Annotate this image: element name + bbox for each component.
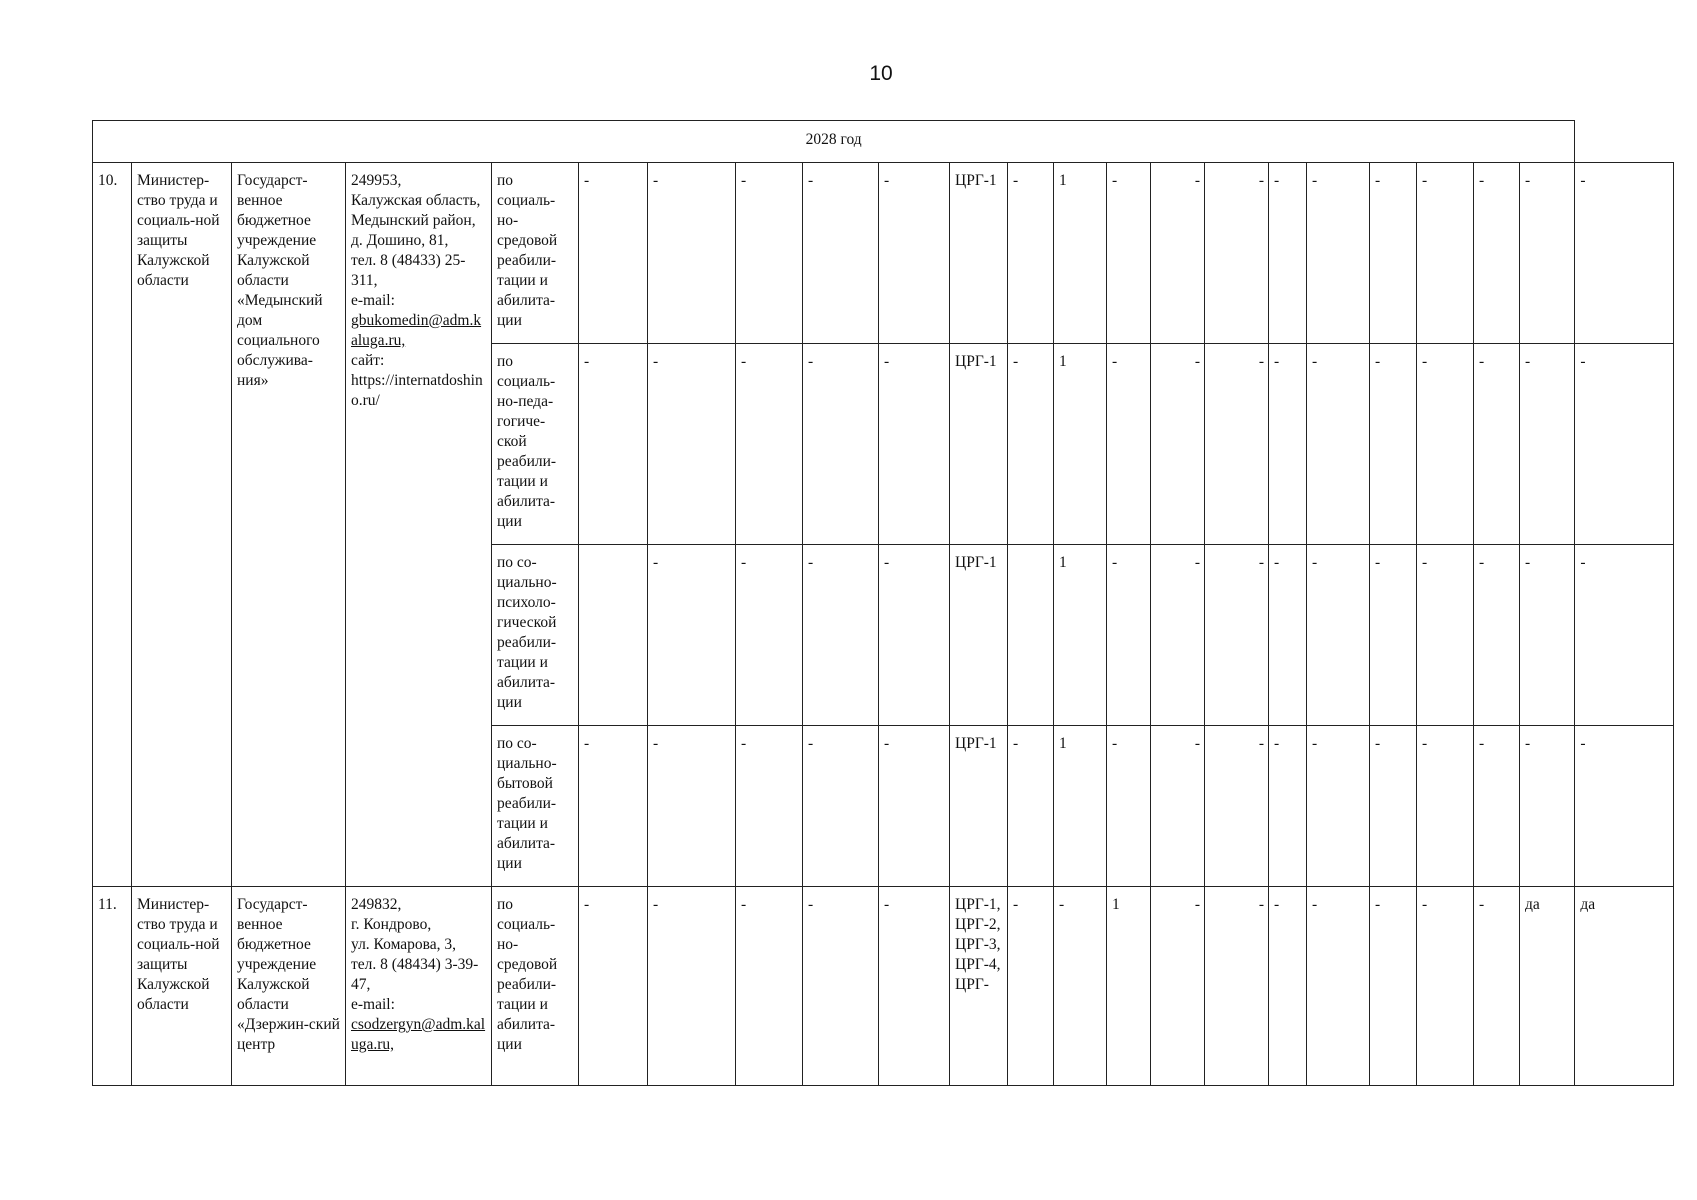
value-cell: - bbox=[803, 344, 879, 545]
address-line: 249953, bbox=[351, 172, 402, 189]
value-cell: - bbox=[1417, 726, 1474, 887]
value-cell: - bbox=[1575, 726, 1674, 887]
value-cell: - bbox=[803, 726, 879, 887]
value-cell: - bbox=[1269, 726, 1307, 887]
value-cell: - bbox=[1474, 887, 1520, 1086]
value-cell: - bbox=[1307, 726, 1370, 887]
value-cell: - bbox=[1474, 726, 1520, 887]
address-line: г. Кондрово, bbox=[351, 916, 432, 933]
address-line: д. Дошино, 81, bbox=[351, 232, 449, 249]
value-cell: - bbox=[648, 344, 736, 545]
value-cell: - bbox=[879, 344, 950, 545]
value-cell: - bbox=[1107, 344, 1151, 545]
value-cell: ЦРГ-1 bbox=[950, 726, 1008, 887]
value-cell: - bbox=[1151, 887, 1205, 1086]
institution-cell: Государст-венное бюджетное учреждение Калужской области «Медынский дом социального обслужива-ния» bbox=[232, 163, 346, 887]
value-cell: ЦРГ-1 bbox=[950, 344, 1008, 545]
value-cell: - bbox=[1307, 344, 1370, 545]
value-cell: - bbox=[1370, 545, 1417, 726]
value-cell: - bbox=[736, 887, 803, 1086]
value-cell: - bbox=[1474, 163, 1520, 344]
value-cell: - bbox=[1008, 344, 1054, 545]
value-cell: - bbox=[1151, 163, 1205, 344]
value-cell: - bbox=[1370, 726, 1417, 887]
value-cell: - bbox=[879, 726, 950, 887]
ministry-cell: Министер-ство труда и социаль-ной защиты Калужской области bbox=[132, 163, 232, 887]
value-cell: - bbox=[1520, 726, 1575, 887]
value-cell: - bbox=[1307, 545, 1370, 726]
value-cell: - bbox=[1269, 545, 1307, 726]
value-cell: 1 bbox=[1054, 726, 1107, 887]
value-cell: - bbox=[1205, 887, 1269, 1086]
site-url[interactable]: https://internatdoshino.ru/ bbox=[351, 372, 483, 409]
page-number: 10 bbox=[869, 62, 893, 85]
value-cell: - bbox=[648, 726, 736, 887]
entry-number: 10. bbox=[93, 163, 132, 887]
rehab-type-cell: по социаль-но-средовой реабили-тации и абилита-ции bbox=[492, 887, 579, 1086]
value-cell: - bbox=[1417, 344, 1474, 545]
address-line: Медынский район, bbox=[351, 212, 476, 229]
rehab-type-cell: по социаль-но-средовой реабили-тации и абилита-ции bbox=[492, 163, 579, 344]
value-cell: - bbox=[1205, 726, 1269, 887]
address-line: e-mail: bbox=[351, 292, 395, 309]
site-label: сайт: bbox=[351, 352, 385, 369]
value-cell: ЦРГ-1, ЦРГ-2, ЦРГ-3, ЦРГ-4, ЦРГ- bbox=[950, 887, 1008, 1086]
value-cell: - bbox=[879, 545, 950, 726]
value-cell: - bbox=[1205, 344, 1269, 545]
value-cell: - bbox=[803, 163, 879, 344]
value-cell: - bbox=[1205, 545, 1269, 726]
address-line: ул. Комарова, 3, bbox=[351, 936, 457, 953]
value-cell: - bbox=[579, 163, 648, 344]
value-cell: - bbox=[1008, 887, 1054, 1086]
value-cell: - bbox=[1520, 163, 1575, 344]
value-cell: 1 bbox=[1054, 545, 1107, 726]
value-cell: 1 bbox=[1054, 344, 1107, 545]
value-cell: 1 bbox=[1107, 887, 1151, 1086]
table-row bbox=[93, 163, 1674, 344]
address-line: тел. 8 (48434) 3-39-47, bbox=[351, 956, 479, 993]
value-cell: - bbox=[1417, 887, 1474, 1086]
address-line: 249832, bbox=[351, 896, 402, 913]
value-cell: - bbox=[803, 545, 879, 726]
value-cell: - bbox=[1370, 163, 1417, 344]
value-cell: - bbox=[879, 887, 950, 1086]
value-cell: - bbox=[1417, 163, 1474, 344]
value-cell: да bbox=[1575, 887, 1674, 1086]
rehab-type-cell: по социаль-но-педа-гогиче-ской реабили-тации и абилита-ции bbox=[492, 344, 579, 545]
address-cell bbox=[346, 887, 492, 1086]
value-cell: - bbox=[1575, 545, 1674, 726]
value-cell: - bbox=[1008, 726, 1054, 887]
value-cell: - bbox=[736, 344, 803, 545]
institution-cell: Государст-венное бюджетное учреждение Калужской области «Дзержин-ский центр bbox=[232, 887, 346, 1086]
value-cell: - bbox=[1575, 163, 1674, 344]
value-cell: - bbox=[1107, 163, 1151, 344]
rehab-type-cell: по со-циально-психоло-гической реабили-тации и абилита-ции bbox=[492, 545, 579, 726]
value-cell: - bbox=[648, 545, 736, 726]
year-header: 2028 год bbox=[93, 121, 1575, 163]
value-cell: - bbox=[1520, 344, 1575, 545]
value-cell: - bbox=[648, 887, 736, 1086]
value-cell: - bbox=[1307, 163, 1370, 344]
value-cell: 1 bbox=[1054, 163, 1107, 344]
email-link[interactable]: gbukomedin@adm.kaluga.ru, bbox=[351, 312, 482, 349]
value-cell: - bbox=[579, 726, 648, 887]
value-cell: - bbox=[648, 163, 736, 344]
value-cell: - bbox=[1107, 726, 1151, 887]
value-cell: ЦРГ-1 bbox=[950, 545, 1008, 726]
table-row bbox=[93, 887, 1674, 1086]
entry-number: 11. bbox=[93, 887, 132, 1086]
value-cell: - bbox=[579, 344, 648, 545]
value-cell: - bbox=[1107, 545, 1151, 726]
value-cell: - bbox=[736, 545, 803, 726]
address-cell bbox=[346, 163, 492, 887]
value-cell: - bbox=[1575, 344, 1674, 545]
value-cell: - bbox=[579, 887, 648, 1086]
email-link[interactable]: csodzergyn@adm.kaluga.ru, bbox=[351, 1016, 486, 1053]
value-cell: - bbox=[1269, 163, 1307, 344]
value-cell: - bbox=[1054, 887, 1107, 1086]
value-cell: - bbox=[1205, 163, 1269, 344]
value-cell: - bbox=[803, 887, 879, 1086]
rehab-type-cell: по со-циально-бытовой реабили-тации и абилита-ции bbox=[492, 726, 579, 887]
value-cell: - bbox=[1269, 344, 1307, 545]
value-cell bbox=[1008, 545, 1054, 726]
address-line: e-mail: bbox=[351, 996, 395, 1013]
value-cell: - bbox=[736, 163, 803, 344]
value-cell: - bbox=[1474, 344, 1520, 545]
value-cell: - bbox=[1474, 545, 1520, 726]
value-cell: - bbox=[1370, 887, 1417, 1086]
value-cell: - bbox=[1008, 163, 1054, 344]
value-cell: - bbox=[1269, 887, 1307, 1086]
value-cell: - bbox=[1520, 545, 1575, 726]
address-line: тел. 8 (48433) 25-311, bbox=[351, 252, 466, 289]
value-cell: - bbox=[1151, 545, 1205, 726]
value-cell: - bbox=[1151, 726, 1205, 887]
value-cell: да bbox=[1520, 887, 1575, 1086]
value-cell: - bbox=[1417, 545, 1474, 726]
value-cell: - bbox=[736, 726, 803, 887]
value-cell: - bbox=[879, 163, 950, 344]
value-cell: - bbox=[1151, 344, 1205, 545]
document-table bbox=[92, 120, 1674, 1086]
value-cell: ЦРГ-1 bbox=[950, 163, 1008, 344]
value-cell: - bbox=[1370, 344, 1417, 545]
ministry-cell: Министер-ство труда и социаль-ной защиты Калужской области bbox=[132, 887, 232, 1086]
value-cell bbox=[579, 545, 648, 726]
address-line: Калужская область, bbox=[351, 192, 481, 209]
value-cell: - bbox=[1307, 887, 1370, 1086]
